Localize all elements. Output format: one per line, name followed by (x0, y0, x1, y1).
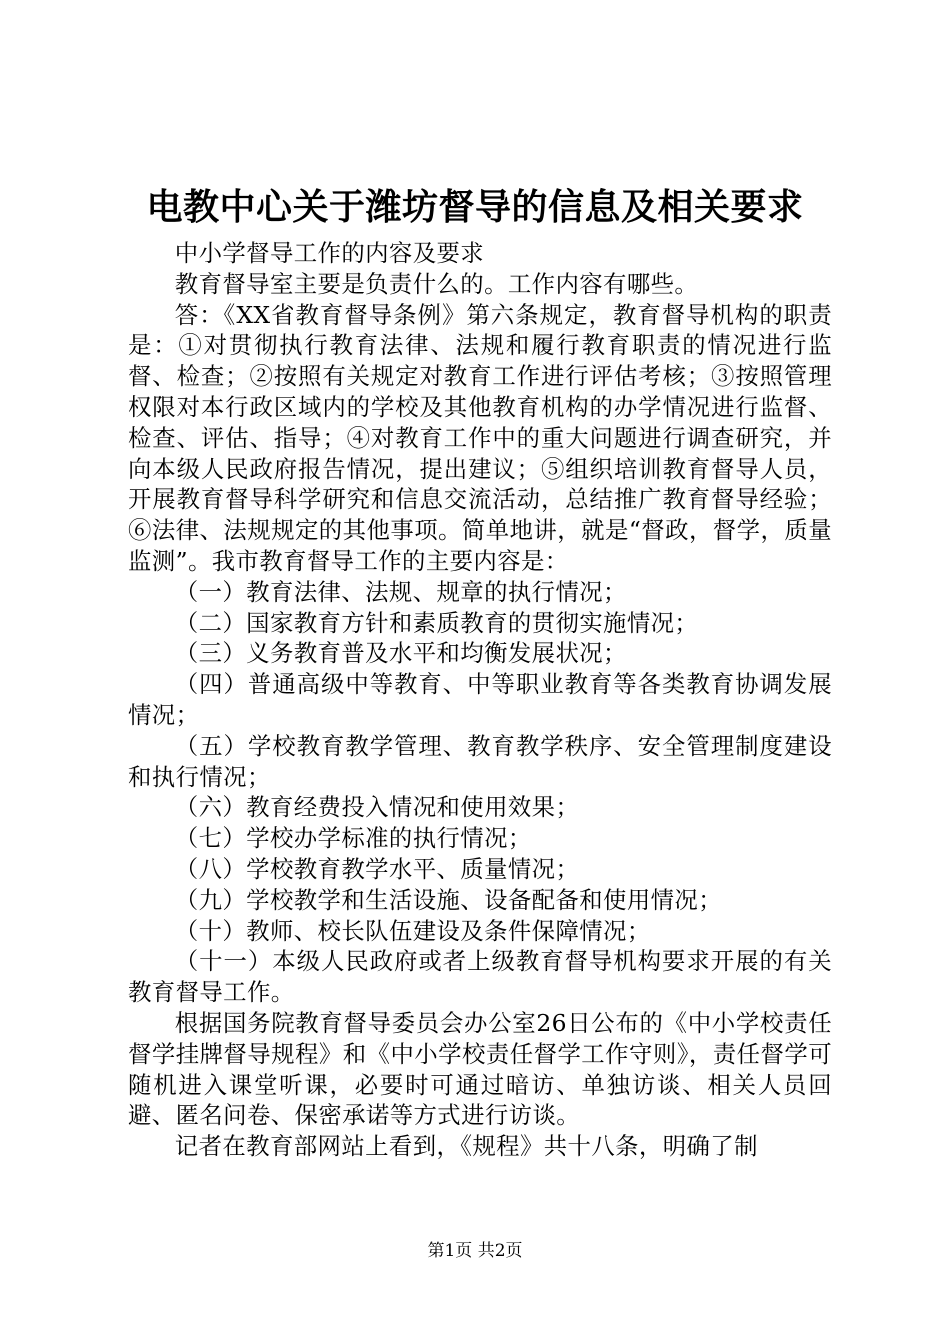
list-item-5: （五）学校教育教学管理、教育教学秩序、安全管理制度建设和执行情况； (128, 731, 832, 791)
list-item-11: （十一）本级人民政府或者上级教育督导机构要求开展的有关教育督导工作。 (128, 947, 832, 1007)
list-item-3: （三）义务教育普及水平和均衡发展状况； (174, 639, 627, 668)
list-item-9: （九）学校教学和生活设施、设备配备和使用情况； (174, 885, 722, 914)
list-item-10: （十）教师、校长队伍建设及条件保障情况； (174, 916, 651, 945)
paragraph-subtitle: 中小学督导工作的内容及要求 (174, 239, 485, 267)
list-item-6: （六）教育经费投入情况和使用效果； (174, 793, 580, 822)
paragraph-question: 教育督导室主要是负责什么的。工作内容有哪些。 (174, 269, 699, 298)
list-item-8: （八）学校教育教学水平、质量情况； (174, 854, 580, 883)
page-number-footer: 第1页 共2页 (427, 1241, 523, 1261)
list-item-7: （七）学校办学标准的执行情况； (174, 824, 532, 853)
list-item-4: （四）普通高级中等教育、中等职业教育等各类教育协调发展情况； (128, 670, 832, 729)
document-body (128, 238, 832, 1162)
paragraph-regulation: 根据国务院教育督导委员会办公室26日公布的《中小学校责任督学挂牌督导规程》和《中小学校责任督学工作守则》，责任督学可随机进入课堂听课，必要时可通过暗访、单独访谈、相关人员回避、匿名问卷、保密承诺等方式进行访谈。 (128, 1008, 832, 1130)
list-item-1: （一）教育法律、法规、规章的执行情况； (174, 577, 627, 606)
paragraph-answer: 答：《XX省教育督导条例》第六条规定，教育督导机构的职责是：①对贯彻执行教育法律、法规和履行教育职责的情况进行监督、检查；②按照有关规定对教育工作进行评估考核；③按照管理权限对本行政区域内的学校及其他教育机构的办学情况进行监督、检查、评估、指导；④对教育工作中的重大问题进行调查研究，并向本级人民政府报告情况，提出建议；⑤组织培训教育督导人员，开展教育督导科学研究和信息交流活动，总结推广教育督导经验；⑥法律、法规规定的其他事项。简单地讲，就是“督政，督学，质量监测”。我市教育督导工作的主要内容是： (128, 300, 832, 575)
list-item-2: （二）国家教育方针和素质教育的贯彻实施情况； (174, 608, 699, 637)
document-title: 电教中心关于潍坊督导的信息及相关要求 (146, 187, 804, 228)
paragraph-reporter: 记者在教育部网站上看到，《规程》共十八条，明确了制 (174, 1132, 758, 1161)
